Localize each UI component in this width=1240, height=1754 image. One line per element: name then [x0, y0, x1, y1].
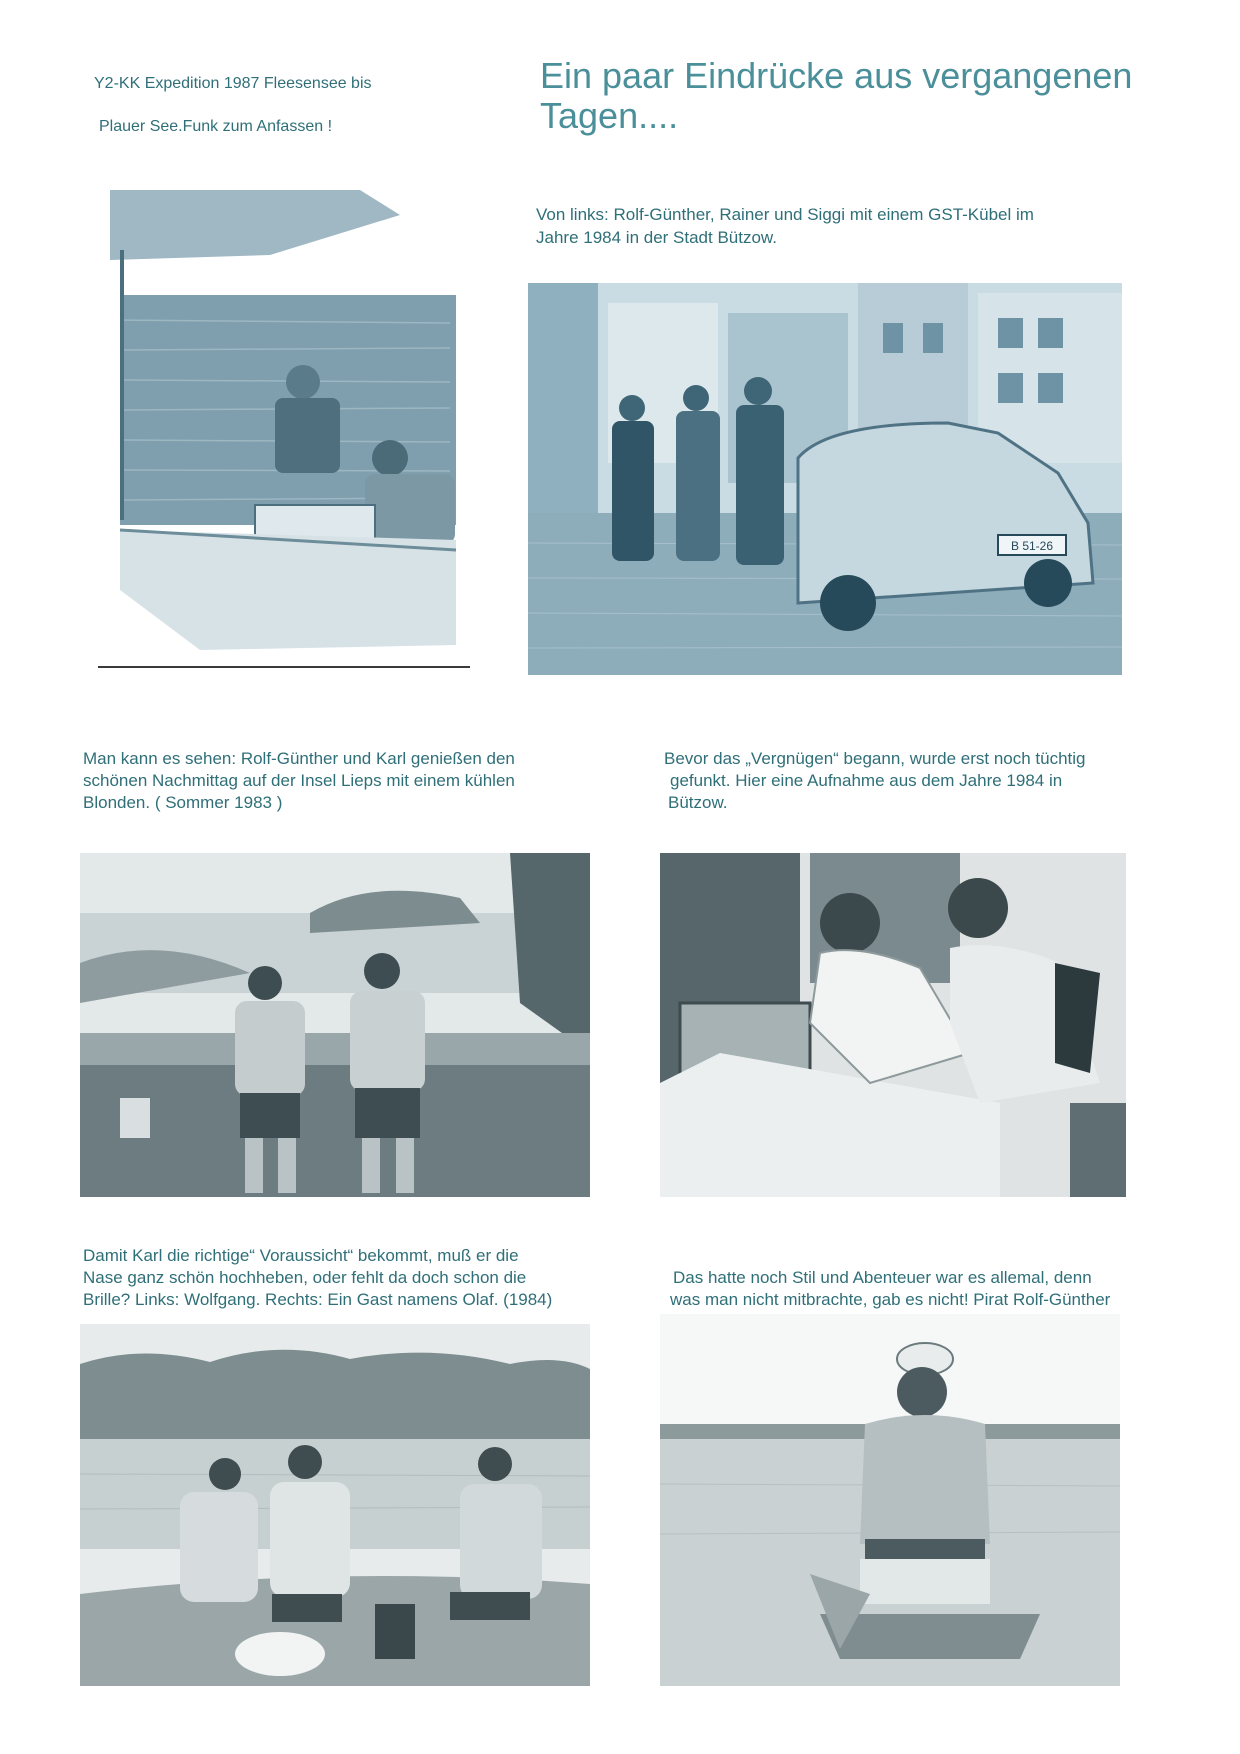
- caption-line: Nase ganz schön hochheben, oder fehlt da doch schon die: [83, 1268, 527, 1287]
- divider-line: [98, 666, 470, 668]
- photo-three-men-boat: [80, 1324, 590, 1686]
- photo-boat-radio: [110, 190, 456, 650]
- photo-pirat-boat: [660, 1314, 1120, 1686]
- expedition-line-2: Plauer See.Funk zum Anfassen !: [99, 118, 333, 135]
- caption-line: Jahre 1984 in der Stadt Bützow.: [536, 228, 777, 247]
- license-plate-text: B 51-26: [1010, 539, 1054, 553]
- caption-line: schönen Nachmittag auf der Insel Lieps mit einem kühlen: [83, 771, 515, 790]
- photo-radio-operators: [660, 853, 1126, 1197]
- caption-line: Bützow.: [668, 793, 728, 812]
- photo-street-car: [528, 283, 1122, 675]
- caption-line: Damit Karl die richtige“ Voraussicht“ bekommt, muß er die: [83, 1246, 519, 1265]
- caption-line: Blonden. ( Sommer 1983 ): [83, 793, 283, 812]
- page-title: [540, 56, 1132, 136]
- expedition-line-1: Y2-KK Expedition 1987 Fleesensee bis: [94, 75, 372, 92]
- page-title-line-1: Ein paar Eindrücke aus vergangenen: [540, 55, 1133, 96]
- caption-line: Brille? Links: Wolfgang. Rechts: Ein Gast namens Olaf. (1984): [83, 1290, 553, 1309]
- caption-line: Von links: Rolf-Günther, Rainer und Siggi mit einem GST-Kübel im: [536, 205, 1034, 224]
- caption-line: gefunkt. Hier eine Aufnahme aus dem Jahre 1984 in: [670, 771, 1063, 790]
- photo-lake-beer: [80, 853, 590, 1197]
- caption-line: Bevor das „Vergnügen“ begann, wurde erst noch tüchtig: [664, 749, 1086, 768]
- caption-line: Das hatte noch Stil und Abenteuer war es allemal, denn: [673, 1268, 1092, 1287]
- caption-line: was man nicht mitbrachte, gab es nicht! Pirat Rolf-Günther: [670, 1290, 1111, 1309]
- caption-line: Man kann es sehen: Rolf-Günther und Karl genießen den: [83, 749, 515, 768]
- page-title-line-2: Tagen....: [540, 95, 679, 136]
